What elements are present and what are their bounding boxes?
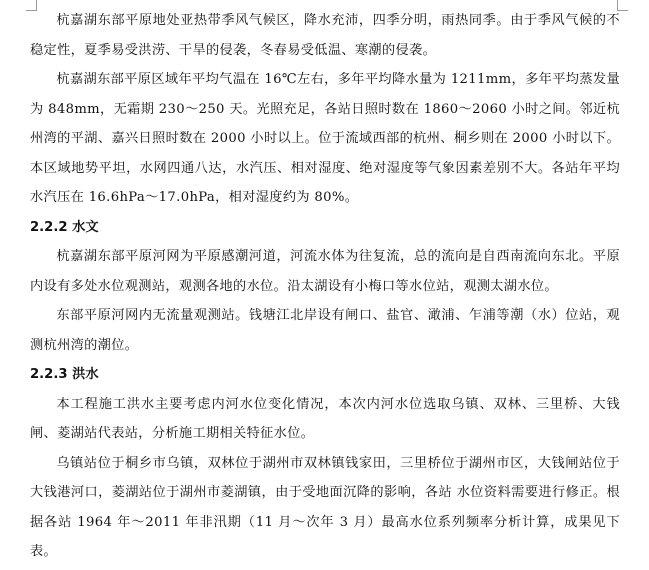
- heading-hydrology: 2.2.2 水文: [30, 219, 99, 235]
- paragraph-climate: 杭嘉湖东部平原地处亚热带季风气候区，降水充沛，四季分明，雨热同季。由于季风气候的不稳定性，夏季易受洪涝、干旱的侵袭，冬春易受低温、寒潮的侵袭。: [30, 13, 620, 58]
- paragraph-river-network: 杭嘉湖东部平原河网为平原感潮河道，河流水体为往复流，总的流向是自西南流向东北。平原内设有多处水位观测站，观测各地的水位。沿太湖设有小梅口等水位站，观测太湖水位。: [30, 249, 620, 294]
- paragraph-climate-details: 杭嘉湖东部平原区域年平均气温在 16℃左右，多年平均降水量为 1211mm，多年平均蒸发量为 848mm，无霜期 230～250 天。光照充足，各站日照时数在 1860～2060 小时之间。邻近杭州湾的平湖、嘉兴日照时数在 2000 小时以上。位于流域西部的杭州、桐乡则在 2000 小时以下。本区域地势平坦，水网四通八达，水汽压、相对湿度、绝对湿度等气象因素差别不大。各站年平均水汽压在 16.6hPa～17.0hPa，相对湿度约为 80%。: [30, 72, 620, 205]
- paragraph-station-locations: 乌镇站位于桐乡市乌镇，双林位于湖州市双林镇钱家田，三里桥位于湖州市区，大钱闸站位于大钱港河口，菱湖站位于湖州市菱湖镇，由于受地面沉降的影响，各站 水位资料需要进行修正。根据各站 1964 年～2011 年非汛期（11 月～次年 3 月）最高水位系列频率分析计算，成果见下表。: [30, 455, 620, 559]
- document-body: [30, 6, 620, 567]
- heading-flood: 2.2.3 洪水: [30, 367, 99, 382]
- paragraph-construction-flood: 本工程施工洪水主要考虑内河水位变化情况，本次内河水位选取乌镇、双林、三里桥、大钱闸、菱湖站代表站，分析施工期相关特征水位。: [30, 396, 620, 441]
- paragraph-tide-stations: 东部平原河网内无流量观测站。钱塘江北岸设有闸口、盐官、澉浦、乍浦等潮（水）位站，观测杭州湾的潮位。: [30, 308, 620, 353]
